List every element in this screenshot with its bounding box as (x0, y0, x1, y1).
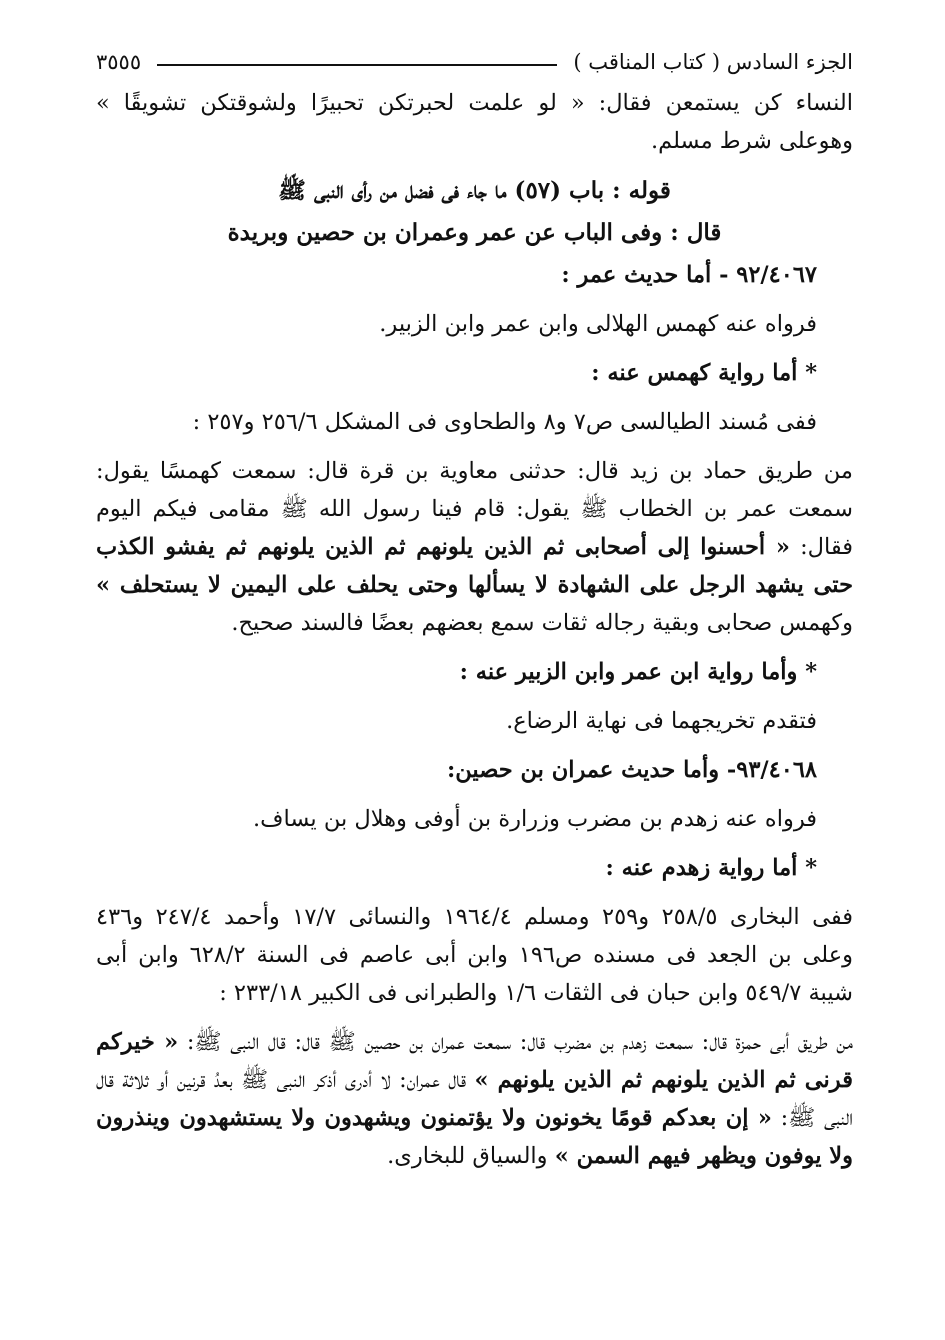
paragraph-hadith-imran (96, 1023, 853, 1175)
paragraph-rada: فتقدم تخريجهما فى نهاية الرضاع. (506, 708, 817, 734)
narration-text: قال عمران: لا أدرى أذكر النبى ﷺ بعدُ قرنين أو ثلاثة قال النبى ﷺ: (96, 1067, 853, 1131)
hadith-text: « أحسنوا إلى أصحابى ثم الذين يلونهم ثم الذين يلونهم ثم يفشو الكذب حتى يشهد الرجل على الشهادة لا يسألها وحتى يحلف على اليمين لا يستحلف » (96, 534, 853, 598)
isnad-text: من طريق حماد بن زيد قال: حدثنى معاوية بن قرة قال: سمعت كهمسًا يقول: سمعت عمر بن الخطاب ﷺ يقول: قام فينا رسول الله ﷺ مقامى فيكم اليوم فقال: (96, 458, 853, 560)
grading-text: وكهمس صحابى وبقية رجاله ثقات سمع بعضهم بعضًا فالسند صحيح. (231, 610, 853, 636)
hadith-text-2: « خيركم قرنى ثم الذين يلونهم ثم الذين يلونهم » (96, 1029, 853, 1093)
chapter-heading: قوله : باب (٥٧) ما جاء فى فضل من رأى النبى ﷺ (278, 177, 671, 204)
subsection-zahdam: * أما رواية زهدم عنه : (605, 855, 817, 881)
paragraph-imran-narrators: فرواه عنه زهدم بن مضرب وزرارة بن أوفى وهلال بن يساف. (253, 806, 817, 832)
subsection-kahmas: * أما رواية كهمس عنه : (591, 360, 817, 386)
section-heading-imran: ٩٣/٤٠٦٨- وأما حديث عمران بن حصين: (447, 757, 817, 783)
header-title: الجزء السادس ( كتاب المناقب ) (573, 50, 853, 74)
chapter-subheading: قال : وفى الباب عن عمر وعمران بن حصين وبريدة (227, 219, 722, 246)
paragraph-intro: النساء كن يستمعن فقال: « لو علمت لحبرتكن تحبيرًا ولشوقتكن تشويقًا » وهوعلى شرط مسلم. (96, 90, 853, 154)
paragraph-bukhari-refs: ففى البخارى ٢٥٨/٥ و٢٥٩ ومسلم ١٩٦٤/٤ والنسائى ١٧/٧ وأحمد ٢٤٧/٤ و٤٣٦ وعلى بن الجعد فى مسنده ص١٩٦ وابن أبى عاصم فى السنة ٦٢٨/٢ وابن أبى شيبة ٥٤٩/٧ وابن حبان فى الثقات ١/٦ والطبرانى فى الكبير ٢٣٣/١٨ : (96, 904, 854, 1006)
hadith-text-3: « إن بعدكم قومًا يخونون ولا يؤتمنون ويشهدون ولا يستشهدون وينذرون ولا يوفون ويظهر فيهم السمن » (96, 1105, 853, 1169)
isnad-text-2: من طريق أبى حمزة قال: سمعت زهدم بن مضرب قال: سمعت عمران بن حصين ﷺ قال: قال النبى ﷺ: (186, 1029, 853, 1055)
paragraph-omar-narrators: فرواه عنه كهمس الهلالى وابن عمر وابن الزبير. (379, 311, 817, 337)
section-heading-omar: ٩٢/٤٠٦٧ - أما حديث عمر : (561, 262, 817, 288)
page-header (96, 40, 853, 84)
source-note: والسياق للبخارى. (387, 1143, 548, 1169)
paragraph-hadith-omar (96, 452, 853, 642)
header-rule (157, 64, 557, 66)
document-body (96, 84, 853, 1175)
paragraph-tayalisi: ففى مُسند الطيالسى ص٧ و٨ والطحاوى فى المشكل ٢٥٦/٦ و٢٥٧ : (192, 409, 817, 435)
subsection-ibn-omar: * وأما رواية ابن عمر وابن الزبير عنه : (459, 659, 817, 685)
page-number: ٣٥٥٥ (96, 50, 142, 74)
